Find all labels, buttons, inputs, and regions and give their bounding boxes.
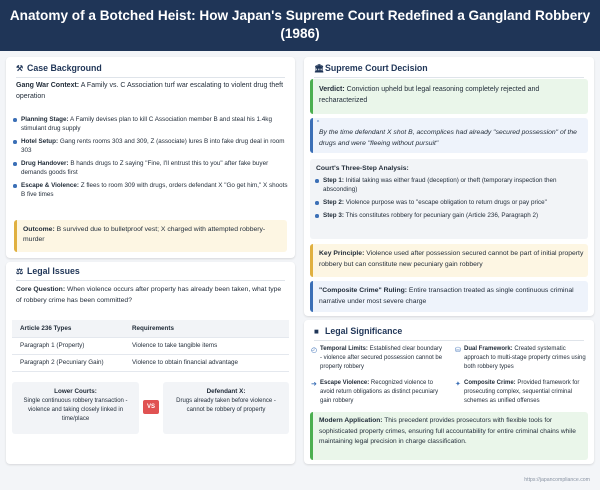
scales-icon: ⚖: [16, 267, 24, 276]
lower-courts-box: Lower Courts: Single continuous robbery transaction - violence and taking closely linked in time/place: [12, 382, 139, 434]
divider: [314, 77, 584, 78]
composite-crime-box: "Composite Crime" Ruling: Entire transaction treated as single continuous criminal narrative under most severe charge: [310, 281, 588, 312]
list-item: Hotel Setup: Gang rents rooms 303 and 309, Z (associate) lures B into fake drug deal in room 303: [12, 137, 288, 155]
list-item: Step 2: Violence purpose was to "escape obligation to return drugs or pay price": [314, 198, 582, 207]
database-icon: ⛁: [455, 347, 461, 354]
list-item: Step 1: Initial taking was either fraud (deception) or theft (temporary inspection then absconding): [314, 176, 582, 194]
legal-issues-title: ⚖ Legal Issues: [16, 266, 80, 276]
quote-box: “ By the time defendant X shot B, accomplices had already "secured possession" of the drugs and were "fleeing without pursuit": [310, 118, 588, 153]
legal-significance-card: [304, 320, 594, 464]
table-row: Paragraph 2 (Pecuniary Gain) Violence to obtain financial advantage: [12, 354, 289, 371]
quote-mark-icon: “: [317, 120, 320, 127]
table-header-row: Article 236 Types Requirements: [12, 320, 289, 337]
page-header: [0, 0, 600, 51]
case-background-title: ⚒ Case Background: [16, 63, 102, 73]
steps-list: [314, 176, 582, 224]
gang-war-context: Gang War Context: A Family vs. C Association turf war escalating to violent drug theft operation: [16, 82, 284, 100]
defendant-box: Defendant X: Drugs already taken before violence - cannot be robbery of property: [163, 382, 289, 434]
modern-application-box: Modern Application: This precedent provides prosecutors with flexible tools for sophisticated property crimes, ensuring full accountability for entire criminal chains while maintaining legal precision in charge classification.: [310, 412, 588, 460]
decision-title: 🏛Supreme Court Decision: [314, 63, 428, 73]
temporal-limits: Temporal Limits: Established clear boundary - violence after secured possession cannot be property robbery: [320, 346, 443, 370]
table-row: Paragraph 1 (Property) Violence to take tangible items: [12, 337, 289, 354]
article-236-table: [12, 320, 289, 372]
list-item: Escape & Violence: Z flees to room 309 with drugs, orders defendant X "Go get him," X shoots B five times: [12, 181, 288, 199]
list-item: Step 3: This constitutes robbery for pecuniary gain (Article 236, Paragraph 2): [314, 211, 582, 220]
hammer-icon: ⚒: [16, 64, 24, 73]
list-item: Drug Handover: B hands drugs to Z saying "Fine, I'll entrust this to you" after fake buyer demands goods first: [12, 159, 288, 177]
divider: [314, 340, 584, 341]
core-question: Core Question: When violence occurs after property has already been taken, what type of robbery crime has been committed?: [16, 286, 282, 304]
composite-crime: Composite Crime: Provided framework for prosecuting complex, sequential criminal schemes as unified offenses: [464, 380, 580, 404]
running-icon: ➜: [311, 381, 317, 388]
footer-url: https://japancompliance.com: [524, 477, 590, 483]
key-principle-box: Key Principle: Violence used after possession secured cannot be part of initial property robbery but can constitute new pecuniary gain robbery: [310, 244, 588, 277]
case-background-card: [6, 57, 295, 258]
outcome-box: Outcome: B survived due to bulletproof vest; X charged with attempted robbery-murder: [14, 220, 287, 252]
puzzle-icon: ✦: [455, 381, 461, 388]
page-title: Anatomy of a Botched Heist: How Japan's Supreme Court Redefined a Gangland Robbery (1986): [9, 8, 591, 41]
three-step-analysis-box: Court's Three-Step Analysis: Step 1: Initial taking was either fraud (deception) or theft (temporary inspection then absconding) Step 2: Violence purpose was to "escape obligation to return drugs or pay price" Step 3: This constitutes robbery for pecuniary gain (Article 236, Paragraph 2): [310, 159, 588, 239]
versus-badge: VS: [143, 400, 159, 414]
divider: [16, 77, 285, 78]
legal-issues-card: [6, 262, 295, 464]
divider: [16, 280, 285, 281]
clock-icon: ◴: [311, 347, 318, 354]
dual-framework: Dual Framework: Created systematic approach to multi-stage property crimes using both robbery types: [464, 346, 586, 370]
chart-icon: ■: [314, 327, 319, 336]
list-item: Planning Stage: A Family devises plan to kill C Association member B and steal his 1.4kg stimulant drug supply: [12, 115, 288, 133]
escape-violence: Escape Violence: Recognized violence to avoid return obligations as distinct pecuniary gain robbery: [320, 380, 439, 404]
background-list: [12, 115, 288, 203]
significance-title: ■ Legal Significance: [314, 326, 403, 336]
courthouse-icon: 🏛: [314, 64, 325, 73]
verdict-box: Verdict: Conviction upheld but legal reasoning completely rejected and recharacterized: [310, 79, 588, 114]
supreme-court-decision-card: [304, 57, 594, 316]
